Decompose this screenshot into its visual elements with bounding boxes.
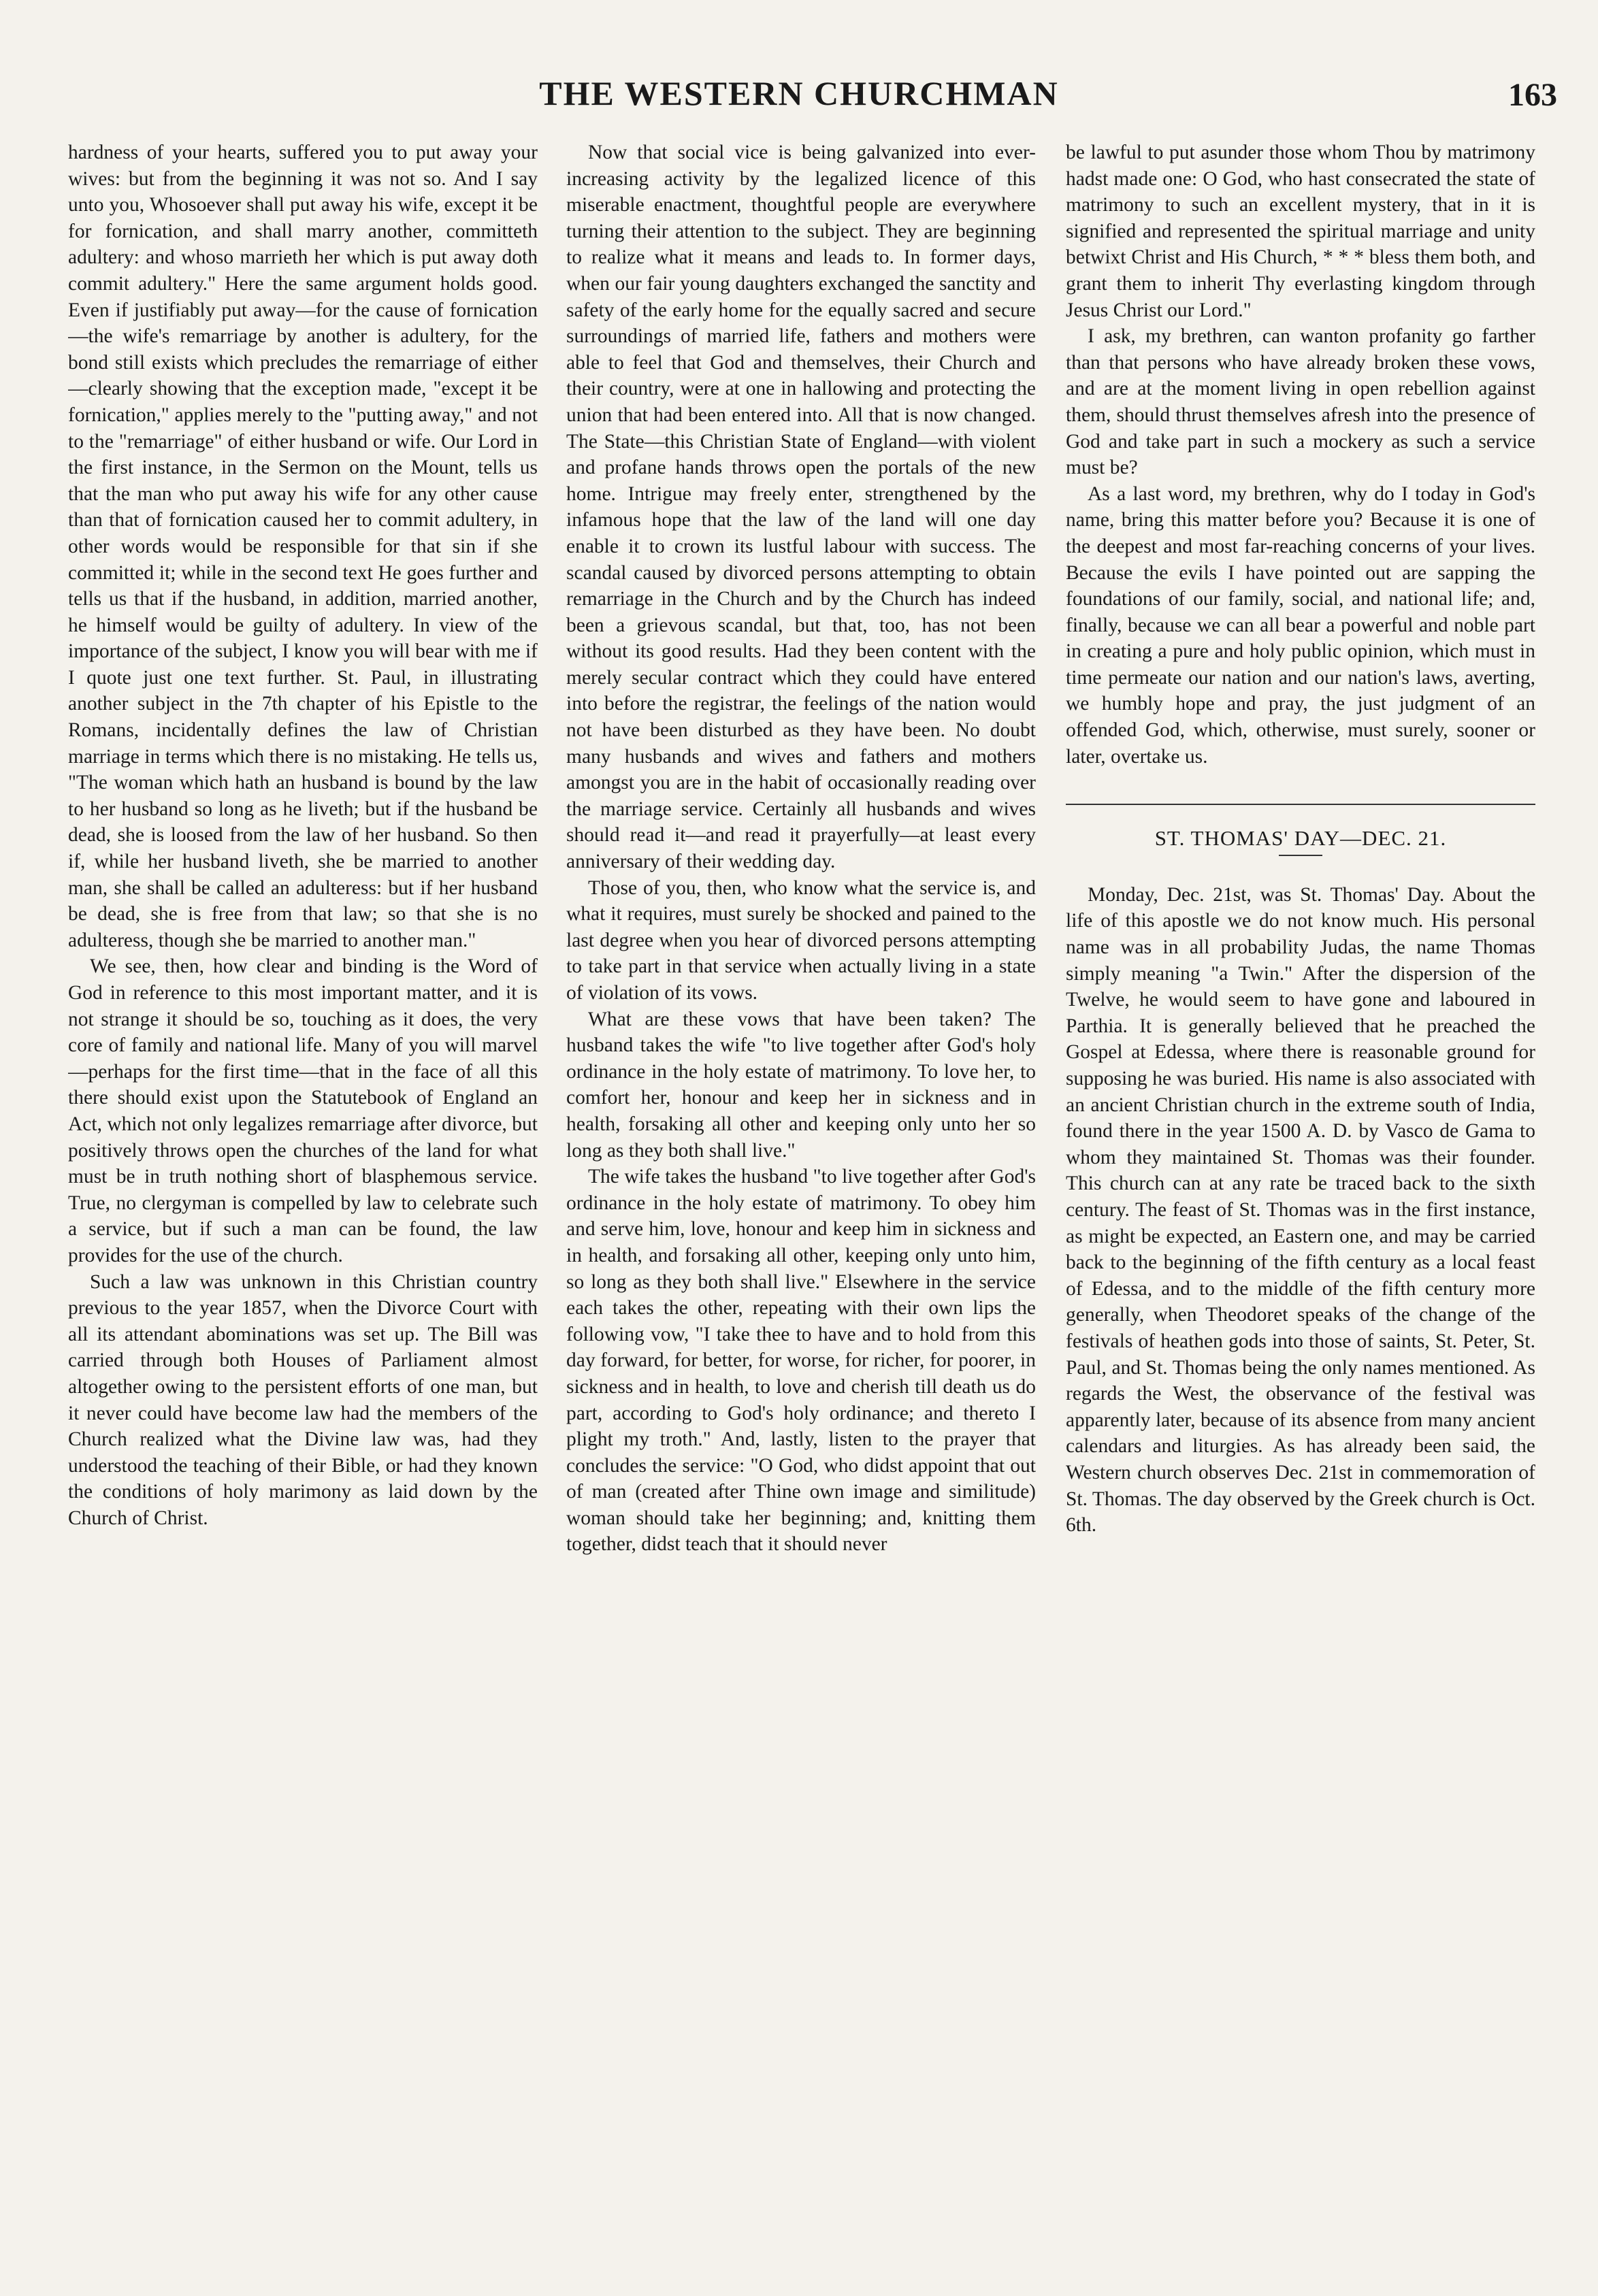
paragraph: We see, then, how clear and binding is the Word of God in reference to this most important matter, and it is not strange it should be so, touching as it does, the very core of family and national life. Many of you will marvel—perhaps for the first time—that in the face of all this there should exist upon the Statutebook of England an Act, which not only legalizes remarriage after divorce, but positively throws open the churches of the land for what must be in truth nothing short of blasphemous service. True, no clergyman is compelled by law to celebrate such a service, but if such a man can be found, the law provides for the use of the church.: [68, 955, 538, 1266]
paragraph: be lawful to put asunder those whom Thou by matrimony hadst made one: O God, who hast consecrated the state of matrimony to such an excellent mystery, that in it is signified and represented the spiritual marriage and unity betwixt Christ and His Church, * * * bless them both, and grant them to inherit Thy everlasting kingdom through Jesus Christ our Lord.": [1066, 142, 1535, 321]
paragraph: hardness of your hearts, suffered you to put away your wives: but from the beginning it was not so. And I say unto you, Whosoever shall put away his wife, except it be for fornication, and shall marry another, committeth adultery: and whoso marrieth her which is put away doth commit adultery." Here the same argument holds good. Even if justifiably put away—for the cause of fornication—the wife's remarriage by another is adultery, for the bond still exists which precludes the remarriage of either—clearly showing that the exception made, "except it be fornication," applies merely to the "putting away," and not to the "remarriage" of either husband or wife. Our Lord in the first instance, in the Sermon on the Mount, tells us that the man who put away his wife for any other cause than that of fornication caused her to commit adultery, in other words would be responsible for that sin if she committed it; while in the second text He goes further and tells us that if the husband, in addition, married another, he himself would be guilty of adultery. In view of the importance of the subject, I know you will bear with me if I quote just one text further. St. Paul, in illustrating another subject in the 7th chapter of his Epistle to the Romans, incidentally defines the law of Christian marriage in terms which there is no mistaking. He tells us, "The woman which hath an husband is bound by the law to her husband so long as he liveth; but if the husband be dead, she is loosed from the law of her husband. So then if, while her husband liveth, she be married to another man, she shall be called an adulteress: but if her husband be dead, she is free from that law; so that she is no adulteress, though she be married to another man.": [68, 142, 538, 951]
column-2: [566, 140, 1036, 2276]
paragraph: What are these vows that have been taken? The husband takes the wife "to live together after God's holy ordinance in the holy estate of matrimony. To love her, to comfort her, honour and keep her in sickness and in health, forsaking all other and keeping only unto her so long as they both shall live.": [566, 1008, 1036, 1162]
paragraph: As a last word, my brethren, why do I today in God's name, bring this matter before you? Because it is one of the deepest and most far-reaching concerns of your lives. Because the evils I have pointed out are sapping the foundations of our family, social, and national life; and, finally, because we can all bear a powerful and noble part in creating a pure and holy public opinion, which must in time permeate our nation and our nation's laws, averting, we humbly hope and pray, the just judgment of an offended God, which, otherwise, must surely, sooner or later, overtake us.: [1066, 482, 1535, 768]
column-3: [1066, 140, 1535, 2276]
column-1: [68, 140, 538, 2276]
paragraph: Monday, Dec. 21st, was St. Thomas' Day. About the life of this apostle we do not know much. His personal name was in all probability Judas, the name Thomas simply meaning "a Twin." After the dispersion of the Twelve, he would seem to have gone and laboured in Parthia. It is generally believed that he preached the Gospel at Edessa, where there is reasonable ground for supposing he was buried. His name is also associated with an ancient Christian church in the extreme south of India, found there in the year 1500 A. D. by Vasco de Gama to whom they maintained St. Thomas was their founder. This church can at any rate be traced back to the sixth century. The feast of St. Thomas was in the first instance, as might be expected, an Eastern one, and may be carried back to the beginning of the fifth century as a local feast of Edessa, and to the middle of the fifth century more generally, when Theodoret speaks of the change of the festivals of heathen gods into those of saints, St. Peter, St. Paul, and St. Thomas being the only names mentioned. As regards the West, the observance of the festival was apparently later, because of its absence from many ancient calendars and liturgies. As has already been said, the Western church observes Dec. 21st in commemoration of St. Thomas. The day observed by the Greek church is Oct. 6th.: [1066, 883, 1535, 1537]
paragraph: Those of you, then, who know what the service is, and what it requires, must surely be shocked and pained to the last degree when you hear of divorced persons attempting to take part in that service when actually living in a state of violation of its vows.: [566, 876, 1036, 1004]
section-divider: [1066, 804, 1535, 805]
page-header: [0, 73, 1598, 128]
heading-underline: [1279, 855, 1322, 856]
paragraph: I ask, my brethren, can wanton profanity go farther than that persons who have already broken these vows, and are at the moment living in open rebellion against them, should thrust themselves afresh into the presence of God and take part in such a mockery as such a service must be?: [1066, 325, 1535, 479]
paragraph: The wife takes the husband "to live together after God's ordinance in the holy estate of matrimony. To obey him and serve him, love, honour and keep him in sickness and in health, and forsaking all other, keeping only unto him, so long as they both shall live." Elsewhere in the service each takes the other, repeating with their own lips the following vow, "I take thee to have and to hold from this day forward, for better, for worse, for richer, for poorer, in sickness and in health, to love and cherish till death us do part, according to God's holy ordinance; and thereto I plight my troth." And, lastly, listen to the prayer that concludes the service: "O God, who didst appoint that out of man (created after Thine own image and similitude) woman should take her beginning; and, knitting them together, didst teach that it should never: [566, 1166, 1036, 1556]
section-heading: ST. THOMAS' DAY—DEC. 21.: [1154, 826, 1447, 851]
page-number: 163: [1508, 77, 1557, 113]
paragraph: Now that social vice is being galvanized into ever-increasing activity by the legalized licence of this miserable enactment, thoughtful people are everywhere turning their attention to the subject. They are beginning to realize what it means and leads to. In former days, when our fair young daughters exchanged the sanctity and safety of the early home for the equally sacred and secure surroundings of married life, fathers and mothers were able to feel that God and themselves, their Church and their country, were at one in hallowing and protecting the union that had been entered into. All that is now changed. The State—this Christian State of England—with violent and profane hands throws open the portals of the new home. Intrigue may freely enter, strengthened by the infamous hope that the law of the land will one day enable it to crown its lustful labour with success. The scandal caused by divorced persons attempting to obtain remarriage in the Church and by the Church has indeed been a grievous scandal, but that, too, has not been without its good results. Had they been content with the merely secular contract which they could have entered into before the registrar, the feelings of the nation would not have been disturbed as they have been. No doubt many husbands and wives and fathers and mothers amongst you are in the habit of occasionally reading over the marriage service. Certainly all husbands and wives should read it—and read it prayerfully—at least every anniversary of their wedding day.: [566, 142, 1036, 873]
paragraph: Such a law was unknown in this Christian country previous to the year 1857, when the Divorce Court with all its attendant abominations was set up. The Bill was carried through both Houses of Parliament almost altogether owing to the persistent efforts of one man, but it never could have become law had the members of the Church realized what the Divine law was, had they understood the teaching of their Bible, or had they known the conditions of holy marimony as laid down by the Church of Christ.: [68, 1270, 538, 1529]
publication-title: THE WESTERN CHURCHMAN: [539, 74, 1059, 112]
